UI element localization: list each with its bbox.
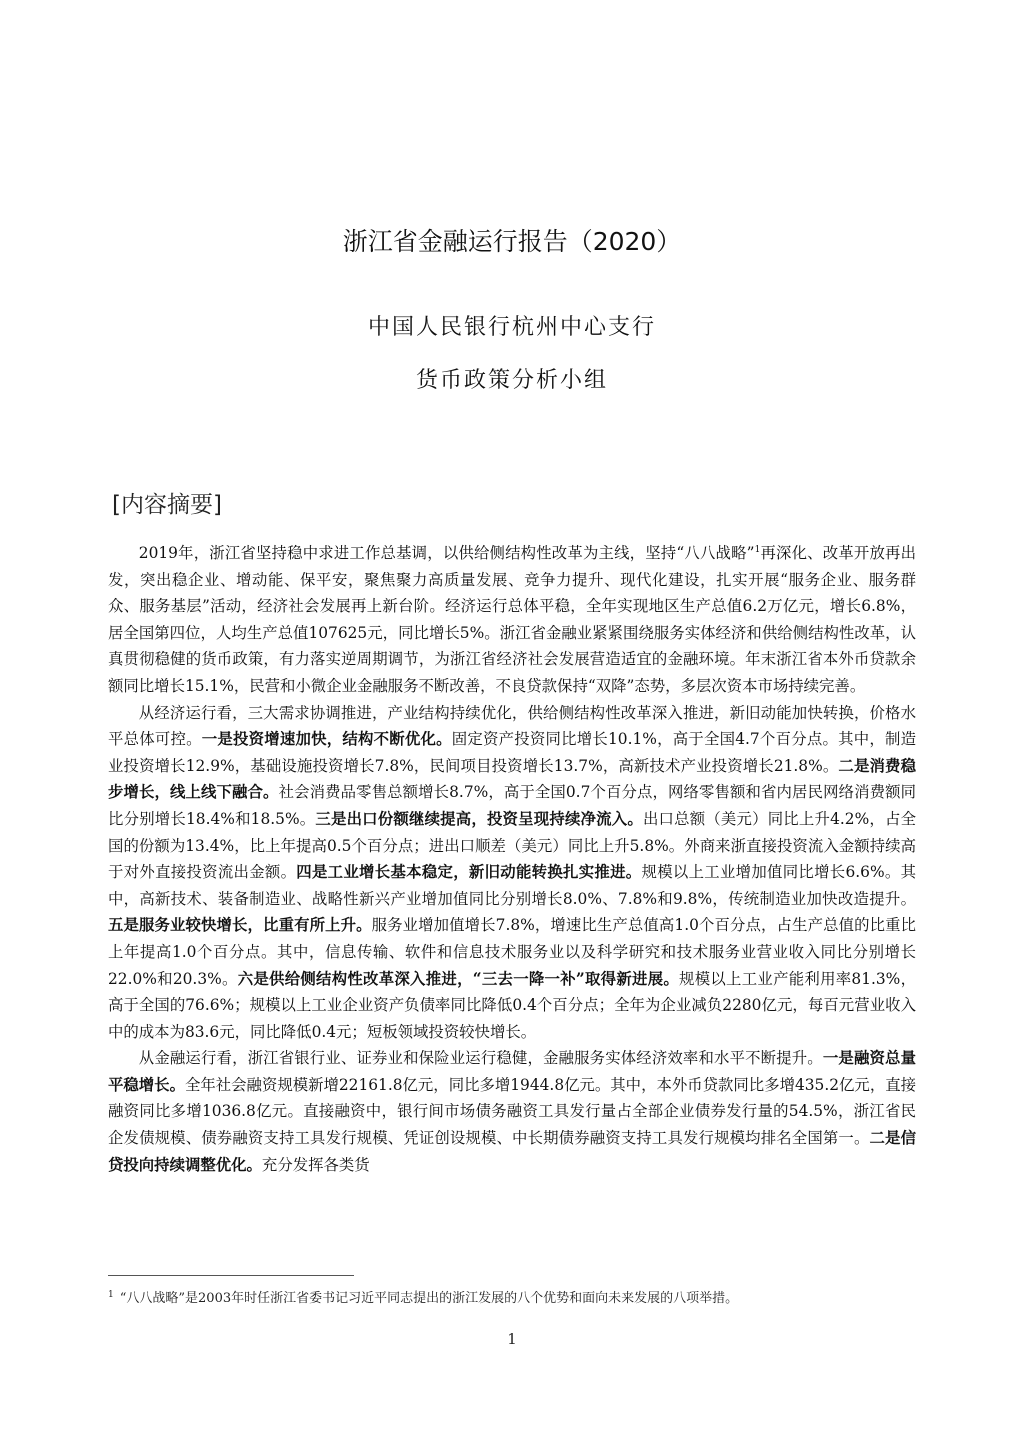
para2-highlight-1: 一是投资增速加快，结构不断优化。	[201, 730, 452, 749]
para2-highlight-3: 三是出口份额继续提高，投资呈现持续净流入。	[315, 809, 643, 828]
para2-text-7: 规模以上工业产能利用率81.3%，高于全国的76.6%；规模以上工业企业资产负债率同比降低0.4个百分点；全年为企业减负2280亿元，每百元营业收入中的成本为83.6元，同比降低0.4元；短板领域投资较快增长。	[108, 969, 916, 1041]
abstract-body	[108, 540, 916, 1178]
paragraph-overview	[108, 540, 916, 700]
footnote-reference: 1	[754, 544, 761, 555]
para2-text-3: 社会消费品零售总额增长8.7%，高于全国0.7个百分点，网络零售额和省内居民网络消费额同比分别增长18.4%和18.5%。	[108, 783, 916, 828]
footnote-divider	[108, 1275, 354, 1276]
para2-highlight-2: 二是消费稳步增长，线上线下融合。	[108, 756, 916, 802]
para1-text-b: 再深化、改革开放再出发，突出稳企业、增动能、保平安，聚焦聚力高质量发展、竞争力提升、现代化建设，扎实开展“服务企业、服务群众、服务基层”活动，经济社会发展再上新台阶。经济运行总体平稳，全年实现地区生产总值6.2万亿元，增长6.8%，居全国第四位，人均生产总值107625元，同比增长5%。浙江省金融业紧紧围绕服务实体经济和供给侧结构性改革，认真贯彻稳健的货币政策，有力落实逆周期调节，为浙江省经济社会发展营造适宜的金融环境。年末浙江省本外币贷款余额同比增长15.1%，民营和小微企业金融服务不断改善，不良贷款保持“双降”态势，多层次资本市场持续完善。	[108, 544, 916, 695]
para1-text-a: 2019年，浙江省坚持稳中求进工作总基调，以供给侧结构性改革为主线，坚持“八八战略”	[138, 544, 755, 562]
para3-text-2: 全年社会融资规模新增22161.8亿元，同比多增1944.8亿元。其中，本外币贷款同比多增435.2亿元，直接融资同比多增1036.8亿元。直接融资中，银行间市场债务融资工具发行量占全部企业债券发行量的54.5%，浙江省民企发债规模、债券融资支持工具发行规模、凭证创设规模、中长期债券融资支持工具发行规模均排名全国第一。	[108, 1075, 916, 1148]
author-group: 货币政策分析小组	[415, 368, 608, 393]
section-heading: [内容摘要]	[112, 492, 222, 518]
para2-highlight-5: 五是服务业较快增长，比重有所上升。	[108, 916, 372, 935]
para2-text-1: 从经济运行看，三大需求协调推进，产业结构持续优化，供给侧结构性改革深入推进，新旧动能加快转换，价格水平总体可控。	[108, 703, 916, 749]
para3-highlight-2: 二是信贷投向持续调整优化。	[108, 1129, 916, 1174]
paragraph-economy	[108, 700, 916, 1046]
footnote	[108, 1290, 916, 1308]
paragraph-finance	[108, 1045, 916, 1178]
para2-text-6: 服务业增加值增长7.8%，增速比生产总值高1.0个百分点，占生产总值的比重比上年提高1.0个百分点。其中，信息传输、软件和信息技术服务业以及科学研究和技术服务业营业收入同比分别增长22.0%和20.3%。	[108, 916, 916, 988]
para3-highlight-1: 一是融资总量平稳增长。	[108, 1049, 916, 1094]
para2-highlight-6: 六是供给侧结构性改革深入推进，“三去一降一补”取得新进展。	[237, 969, 680, 988]
para2-text-5: 规模以上工业增加值同比增长6.6%。其中，高新技术、装备制造业、战略性新兴产业增加值同比分别增长8.0%、7.8%和9.8%，传统制造业加快改造提升。	[108, 863, 916, 908]
para3-text-1: 从金融运行看，浙江省银行业、证券业和保险业运行稳健，金融服务实体经济效率和水平不断提升。	[138, 1049, 823, 1068]
footnote-text: “八八战略”是2003年时任浙江省委书记习近平同志提出的浙江发展的八个优势和面向未来发展的八项举措。	[119, 1291, 739, 1306]
para2-highlight-4: 四是工业增长基本稳定，新旧动能转换扎实推进。	[296, 863, 642, 882]
para2-text-4: 出口总额（美元）同比上升4.2%，占全国的份额为13.4%，比上年提高0.5个百分点；进出口顺差（美元）同比上升5.8%。外商来浙直接投资流入金额持续高于对外直接投资流出金额。	[108, 809, 916, 882]
author-organization: 中国人民银行杭州中心支行	[367, 315, 656, 340]
footnote-marker: 1	[108, 1289, 114, 1300]
report-title: 浙江省金融运行报告（2020）	[342, 227, 682, 256]
para3-text-3: 充分发挥各类货	[261, 1155, 370, 1174]
page-number: 1	[507, 1330, 517, 1348]
para2-text-2: 固定资产投资同比增长10.1%，高于全国4.7个百分点。其中，制造业投资增长12.9%，基础设施投资增长7.8%，民间项目投资增长13.7%，高新技术产业投资增长21.8%。	[108, 730, 916, 775]
